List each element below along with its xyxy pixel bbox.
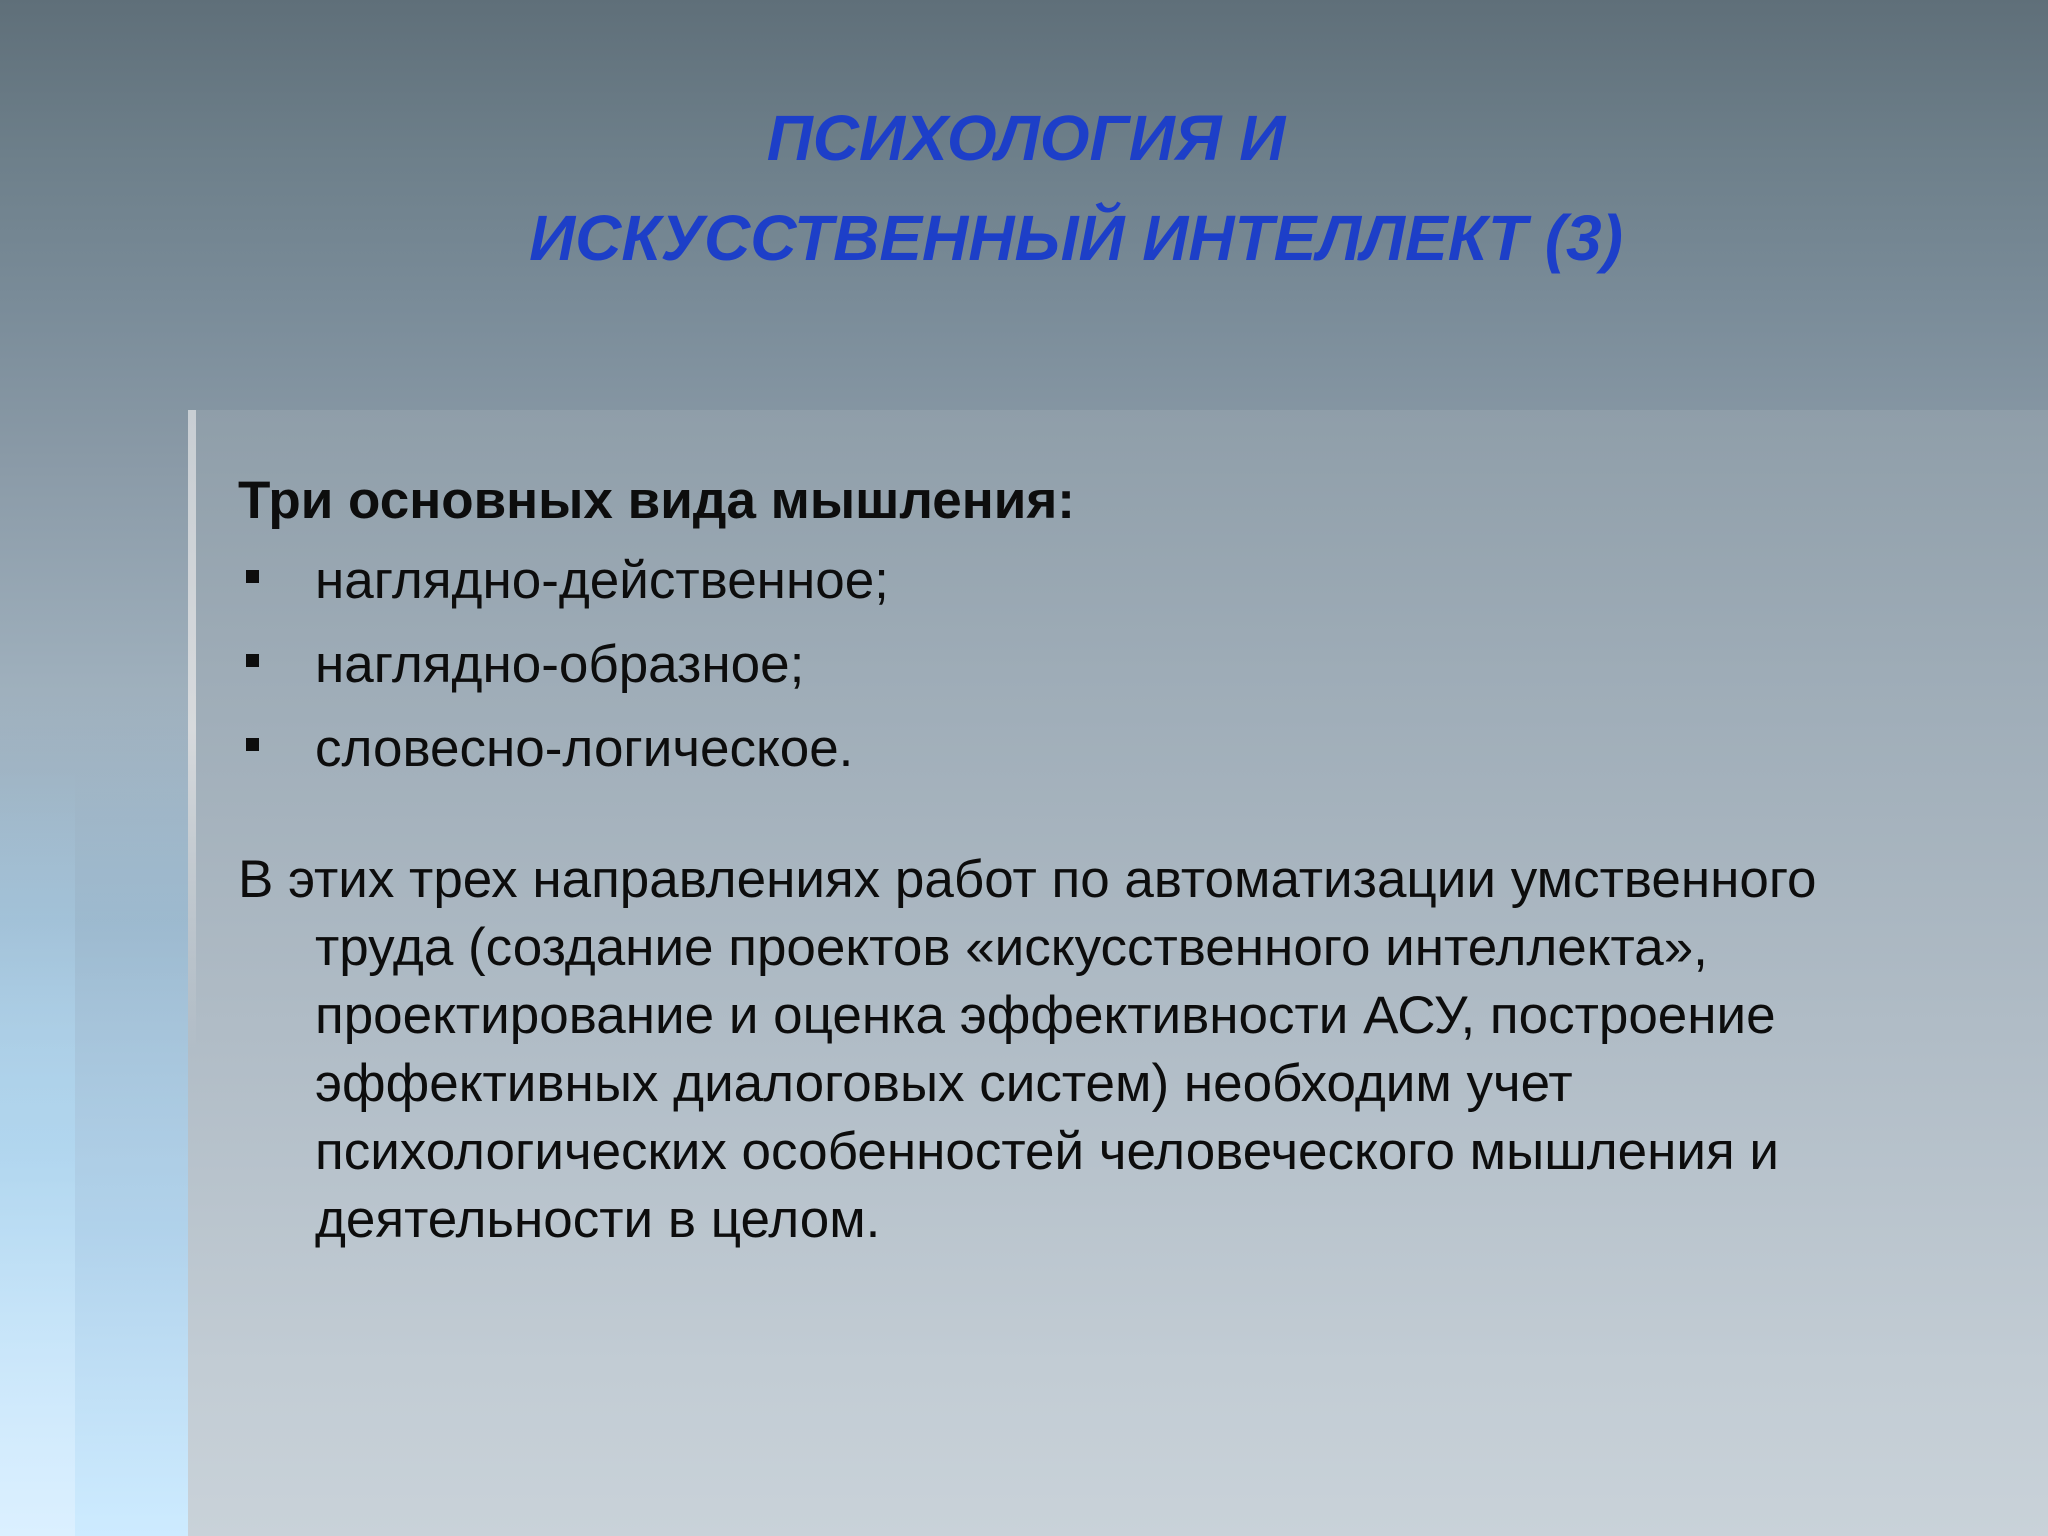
list-item	[238, 707, 1938, 791]
slide-title	[0, 88, 2048, 288]
body-paragraph: В этих трех направлениях работ по автоматизации умственного труда (создание проектов «искусственного интеллекта», проектирование и оценка эффективности АСУ, построение эффективных диалоговых систем) необходим учет психологических особенностей человеческого мышления и деятельности в целом.	[238, 850, 1817, 1249]
bullet-list	[238, 539, 1938, 791]
square-bullet-icon	[246, 654, 259, 667]
list-item-text: словесно-логическое.	[315, 719, 854, 778]
list-item-text: наглядно-действенное;	[315, 551, 889, 610]
list-heading: Три основных вида мышления:	[238, 471, 1075, 530]
slide-title-line-1: ПСИХОЛОГИЯ И	[766, 102, 1286, 174]
square-bullet-icon	[246, 570, 259, 583]
panel-edge-highlight	[188, 410, 196, 1050]
slide-body	[238, 463, 1938, 1254]
square-bullet-icon	[246, 738, 259, 751]
list-item-text: наглядно-образное;	[315, 635, 805, 694]
slide-title-line-2: ИСКУССТВЕННЫЙ ИНТЕЛЛЕКТ (3)	[529, 202, 1623, 274]
list-item	[238, 539, 1938, 623]
list-item	[238, 623, 1938, 707]
